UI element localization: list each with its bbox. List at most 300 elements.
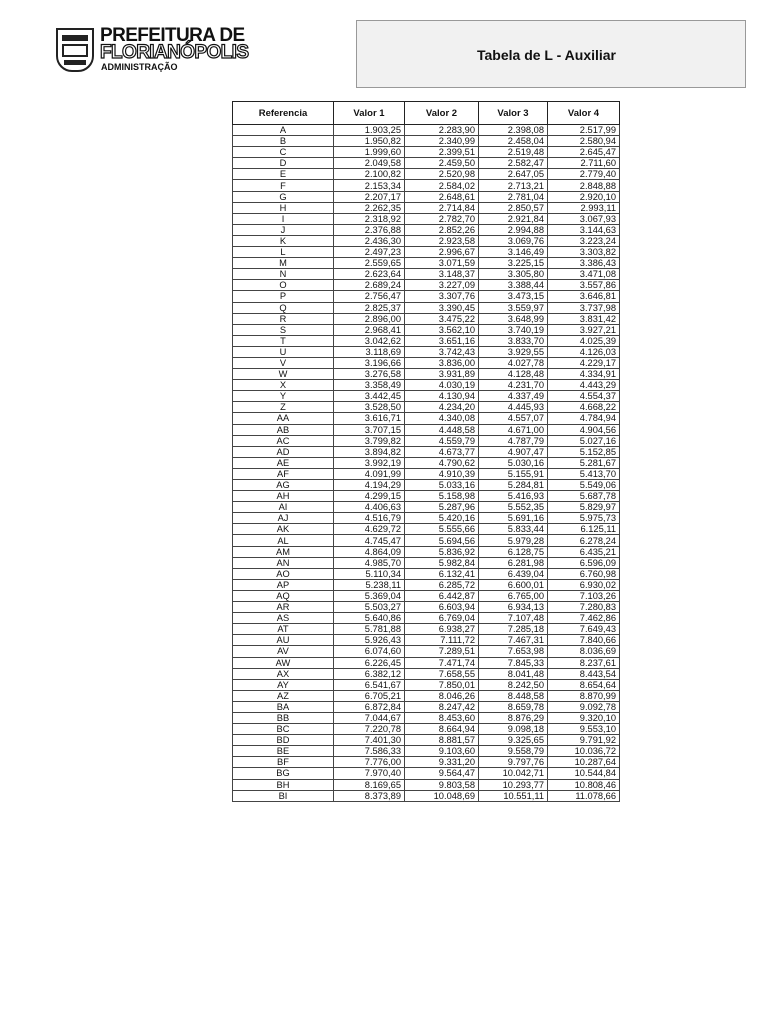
cell-valor-2: 2.459,50: [405, 158, 479, 169]
column-header-valor-2: Valor 2: [405, 102, 479, 125]
cell-valor-1: 4.745,47: [334, 535, 405, 546]
cell-valor-3: 8.448,58: [479, 690, 548, 701]
cell-valor-1: 7.401,30: [334, 735, 405, 746]
cell-referencia: BF: [233, 757, 334, 768]
cell-valor-1: 4.194,29: [334, 480, 405, 491]
cell-valor-2: 3.931,89: [405, 369, 479, 380]
cell-valor-4: 2.580,94: [548, 136, 620, 147]
cell-valor-1: 7.586,33: [334, 746, 405, 757]
cell-referencia: W: [233, 369, 334, 380]
cell-valor-1: 4.516,79: [334, 513, 405, 524]
table-row: [233, 635, 620, 646]
cell-referencia: AA: [233, 413, 334, 424]
cell-valor-3: 2.458,04: [479, 136, 548, 147]
cell-valor-2: 3.742,43: [405, 346, 479, 357]
table-row: [233, 202, 620, 213]
cell-referencia: N: [233, 269, 334, 280]
cell-valor-1: 2.896,00: [334, 313, 405, 324]
table-row: [233, 535, 620, 546]
cell-valor-3: 2.582,47: [479, 158, 548, 169]
cell-valor-1: 2.825,37: [334, 302, 405, 313]
cell-valor-3: 2.647,05: [479, 169, 548, 180]
cell-valor-3: 4.337,49: [479, 391, 548, 402]
table-row: [233, 402, 620, 413]
cell-valor-2: 6.769,04: [405, 613, 479, 624]
logo-line-3: ADMINISTRAÇÃO: [101, 62, 178, 72]
cell-valor-3: 9.325,65: [479, 735, 548, 746]
cell-valor-2: 9.103,60: [405, 746, 479, 757]
cell-referencia: AB: [233, 424, 334, 435]
cell-valor-1: 3.358,49: [334, 380, 405, 391]
cell-valor-2: 2.852,26: [405, 224, 479, 235]
cell-valor-1: 8.169,65: [334, 779, 405, 790]
cell-valor-1: 6.382,12: [334, 668, 405, 679]
logo-line-2: FLORIANÓPOLIS: [100, 42, 249, 63]
cell-valor-1: 1.903,25: [334, 125, 405, 136]
cell-valor-4: 2.711,60: [548, 158, 620, 169]
cell-valor-3: 7.285,18: [479, 624, 548, 635]
cell-valor-4: 4.126,03: [548, 346, 620, 357]
cell-valor-3: 5.552,35: [479, 502, 548, 513]
cell-valor-1: 4.406,63: [334, 502, 405, 513]
cell-valor-2: 5.420,16: [405, 513, 479, 524]
cell-referencia: V: [233, 357, 334, 368]
cell-valor-2: 3.071,59: [405, 258, 479, 269]
cell-valor-1: 7.220,78: [334, 724, 405, 735]
column-header-valor-1: Valor 1: [334, 102, 405, 125]
cell-valor-2: 4.030,19: [405, 380, 479, 391]
cell-referencia: Q: [233, 302, 334, 313]
cell-valor-2: 4.130,94: [405, 391, 479, 402]
cell-valor-4: 4.025,39: [548, 335, 620, 346]
cell-valor-4: 5.281,67: [548, 457, 620, 468]
cell-valor-4: 2.779,40: [548, 169, 620, 180]
cell-referencia: AJ: [233, 513, 334, 524]
table-row: [233, 735, 620, 746]
cell-valor-3: 5.691,16: [479, 513, 548, 524]
cell-valor-1: 3.276,58: [334, 369, 405, 380]
table-row: [233, 125, 620, 136]
cell-valor-3: 2.850,57: [479, 202, 548, 213]
cell-valor-4: 6.435,21: [548, 546, 620, 557]
cell-valor-2: 7.850,01: [405, 679, 479, 690]
cell-referencia: S: [233, 324, 334, 335]
cell-valor-1: 3.707,15: [334, 424, 405, 435]
cell-referencia: AC: [233, 435, 334, 446]
cell-valor-1: 2.153,34: [334, 180, 405, 191]
reference-table: [232, 101, 620, 802]
table-row: [233, 269, 620, 280]
cell-valor-1: 7.776,00: [334, 757, 405, 768]
cell-valor-1: 2.100,82: [334, 169, 405, 180]
cell-valor-4: 9.320,10: [548, 712, 620, 723]
cell-valor-1: 1.999,60: [334, 147, 405, 158]
cell-valor-3: 3.305,80: [479, 269, 548, 280]
table-row: [233, 602, 620, 613]
table-row: [233, 757, 620, 768]
cell-valor-4: 3.737,98: [548, 302, 620, 313]
table-row: [233, 391, 620, 402]
column-header-valor-4: Valor 4: [548, 102, 620, 125]
cell-valor-1: 8.373,89: [334, 790, 405, 801]
cell-valor-4: 3.831,42: [548, 313, 620, 324]
cell-valor-4: 5.687,78: [548, 491, 620, 502]
cell-referencia: F: [233, 180, 334, 191]
table-row: [233, 446, 620, 457]
cell-valor-4: 11.078,66: [548, 790, 620, 801]
table-row: [233, 468, 620, 479]
cell-referencia: L: [233, 247, 334, 258]
cell-valor-3: 9.098,18: [479, 724, 548, 735]
cell-valor-4: 8.036,69: [548, 646, 620, 657]
cell-valor-3: 4.671,00: [479, 424, 548, 435]
cell-valor-2: 5.158,98: [405, 491, 479, 502]
cell-valor-1: 3.799,82: [334, 435, 405, 446]
table-row: [233, 169, 620, 180]
cell-valor-3: 5.833,44: [479, 524, 548, 535]
table-row: [233, 213, 620, 224]
cell-valor-2: 2.340,99: [405, 136, 479, 147]
cell-referencia: T: [233, 335, 334, 346]
cell-valor-3: 6.600,01: [479, 579, 548, 590]
cell-valor-1: 5.926,43: [334, 635, 405, 646]
cell-valor-3: 10.551,11: [479, 790, 548, 801]
cell-valor-4: 2.993,11: [548, 202, 620, 213]
cell-referencia: BA: [233, 701, 334, 712]
table-row: [233, 235, 620, 246]
cell-valor-2: 7.471,74: [405, 657, 479, 668]
cell-valor-1: 5.640,86: [334, 613, 405, 624]
cell-valor-4: 7.280,83: [548, 602, 620, 613]
cell-valor-2: 9.564,47: [405, 768, 479, 779]
cell-valor-2: 6.132,41: [405, 568, 479, 579]
cell-valor-4: 3.067,93: [548, 213, 620, 224]
cell-valor-2: 2.996,67: [405, 247, 479, 258]
cell-valor-2: 3.148,37: [405, 269, 479, 280]
cell-valor-1: 5.369,04: [334, 590, 405, 601]
cell-valor-1: 3.442,45: [334, 391, 405, 402]
cell-valor-4: 7.462,86: [548, 613, 620, 624]
cell-valor-1: 2.207,17: [334, 191, 405, 202]
table-row: [233, 779, 620, 790]
title-box: [356, 20, 746, 88]
cell-valor-2: 8.046,26: [405, 690, 479, 701]
cell-referencia: AI: [233, 502, 334, 513]
table-row: [233, 335, 620, 346]
cell-valor-1: 4.864,09: [334, 546, 405, 557]
table-row: [233, 280, 620, 291]
cell-valor-4: 3.471,08: [548, 269, 620, 280]
cell-valor-3: 3.740,19: [479, 324, 548, 335]
cell-referencia: BI: [233, 790, 334, 801]
cell-valor-2: 3.390,45: [405, 302, 479, 313]
table-row: [233, 258, 620, 269]
cell-valor-1: 2.049,58: [334, 158, 405, 169]
cell-valor-1: 5.238,11: [334, 579, 405, 590]
cell-valor-4: 7.649,43: [548, 624, 620, 635]
cell-valor-2: 2.648,61: [405, 191, 479, 202]
cell-valor-2: 4.673,77: [405, 446, 479, 457]
cell-referencia: Y: [233, 391, 334, 402]
cell-valor-1: 6.074,60: [334, 646, 405, 657]
cell-valor-3: 6.439,04: [479, 568, 548, 579]
cell-referencia: A: [233, 125, 334, 136]
cell-valor-4: 6.278,24: [548, 535, 620, 546]
cell-valor-1: 6.872,84: [334, 701, 405, 712]
cell-valor-2: 6.442,87: [405, 590, 479, 601]
cell-referencia: AF: [233, 468, 334, 479]
prefeitura-logo: [56, 26, 256, 74]
cell-valor-4: 8.443,54: [548, 668, 620, 679]
cell-valor-1: 4.091,99: [334, 468, 405, 479]
cell-referencia: M: [233, 258, 334, 269]
table-row: [233, 480, 620, 491]
cell-referencia: AM: [233, 546, 334, 557]
cell-valor-2: 5.982,84: [405, 557, 479, 568]
table-row: [233, 247, 620, 258]
cell-referencia: BE: [233, 746, 334, 757]
cell-referencia: K: [233, 235, 334, 246]
cell-valor-3: 7.845,33: [479, 657, 548, 668]
cell-referencia: AV: [233, 646, 334, 657]
cell-valor-1: 3.894,82: [334, 446, 405, 457]
table-row: [233, 346, 620, 357]
cell-valor-3: 8.876,29: [479, 712, 548, 723]
cell-valor-3: 3.833,70: [479, 335, 548, 346]
cell-valor-2: 5.836,92: [405, 546, 479, 557]
table-row: [233, 513, 620, 524]
cell-valor-3: 3.069,76: [479, 235, 548, 246]
cell-valor-3: 3.929,55: [479, 346, 548, 357]
cell-valor-1: 6.705,21: [334, 690, 405, 701]
cell-valor-3: 5.155,91: [479, 468, 548, 479]
cell-valor-4: 5.975,73: [548, 513, 620, 524]
cell-valor-4: 10.808,46: [548, 779, 620, 790]
cell-referencia: O: [233, 280, 334, 291]
cell-valor-4: 3.386,43: [548, 258, 620, 269]
cell-valor-2: 2.399,51: [405, 147, 479, 158]
cell-valor-1: 3.196,66: [334, 357, 405, 368]
table-row: [233, 457, 620, 468]
column-header-referencia: Referencia: [233, 102, 334, 125]
cell-valor-1: 2.756,47: [334, 291, 405, 302]
cell-valor-2: 2.923,58: [405, 235, 479, 246]
cell-valor-3: 4.128,48: [479, 369, 548, 380]
cell-valor-2: 3.651,16: [405, 335, 479, 346]
table-row: [233, 557, 620, 568]
cell-referencia: AL: [233, 535, 334, 546]
cell-valor-3: 3.146,49: [479, 247, 548, 258]
cell-referencia: E: [233, 169, 334, 180]
table-row: [233, 369, 620, 380]
cell-valor-1: 2.318,92: [334, 213, 405, 224]
cell-referencia: AH: [233, 491, 334, 502]
cell-valor-1: 2.262,35: [334, 202, 405, 213]
cell-referencia: AX: [233, 668, 334, 679]
table-row: [233, 701, 620, 712]
cell-valor-1: 2.376,88: [334, 224, 405, 235]
cell-referencia: Z: [233, 402, 334, 413]
cell-referencia: AT: [233, 624, 334, 635]
cell-valor-2: 4.790,62: [405, 457, 479, 468]
cell-valor-4: 5.549,06: [548, 480, 620, 491]
cell-valor-1: 3.616,71: [334, 413, 405, 424]
cell-valor-3: 3.225,15: [479, 258, 548, 269]
cell-valor-3: 7.467,31: [479, 635, 548, 646]
cell-valor-4: 10.036,72: [548, 746, 620, 757]
cell-valor-4: 8.870,99: [548, 690, 620, 701]
table-row: [233, 502, 620, 513]
table-row: [233, 224, 620, 235]
cell-valor-4: 6.125,11: [548, 524, 620, 535]
logo-line-1: PREFEITURA DE: [100, 25, 245, 46]
cell-valor-3: 2.994,88: [479, 224, 548, 235]
cell-referencia: AQ: [233, 590, 334, 601]
cell-valor-1: 2.689,24: [334, 280, 405, 291]
cell-referencia: J: [233, 224, 334, 235]
table-row: [233, 668, 620, 679]
table-row: [233, 291, 620, 302]
table-row: [233, 136, 620, 147]
table-row: [233, 646, 620, 657]
cell-valor-3: 6.765,00: [479, 590, 548, 601]
cell-valor-1: 4.985,70: [334, 557, 405, 568]
table-row: [233, 313, 620, 324]
cell-valor-2: 3.307,76: [405, 291, 479, 302]
cell-valor-4: 4.668,22: [548, 402, 620, 413]
cell-valor-2: 9.803,58: [405, 779, 479, 790]
table-row: [233, 768, 620, 779]
cell-valor-1: 7.044,67: [334, 712, 405, 723]
table-row: [233, 324, 620, 335]
cell-valor-2: 5.694,56: [405, 535, 479, 546]
cell-valor-4: 3.223,24: [548, 235, 620, 246]
cell-valor-3: 5.979,28: [479, 535, 548, 546]
cell-valor-3: 2.519,48: [479, 147, 548, 158]
cell-valor-3: 3.559,97: [479, 302, 548, 313]
cell-valor-2: 6.938,27: [405, 624, 479, 635]
cell-valor-3: 4.557,07: [479, 413, 548, 424]
cell-valor-4: 5.027,16: [548, 435, 620, 446]
cell-valor-4: 5.152,85: [548, 446, 620, 457]
table-row: [233, 546, 620, 557]
cell-valor-4: 3.927,21: [548, 324, 620, 335]
cell-valor-3: 8.659,78: [479, 701, 548, 712]
cell-referencia: U: [233, 346, 334, 357]
cell-valor-3: 2.713,21: [479, 180, 548, 191]
table-row: [233, 624, 620, 635]
cell-referencia: AU: [233, 635, 334, 646]
cell-referencia: BC: [233, 724, 334, 735]
cell-valor-4: 6.596,09: [548, 557, 620, 568]
cell-valor-3: 4.231,70: [479, 380, 548, 391]
cell-valor-3: 9.558,79: [479, 746, 548, 757]
cell-valor-3: 7.653,98: [479, 646, 548, 657]
table-row: [233, 746, 620, 757]
table-row: [233, 724, 620, 735]
cell-valor-4: 9.092,78: [548, 701, 620, 712]
cell-referencia: AZ: [233, 690, 334, 701]
table-row: [233, 524, 620, 535]
cell-valor-1: 5.781,88: [334, 624, 405, 635]
table-row: [233, 424, 620, 435]
cell-valor-3: 4.907,47: [479, 446, 548, 457]
cell-valor-1: 4.629,72: [334, 524, 405, 535]
cell-valor-4: 4.229,17: [548, 357, 620, 368]
cell-valor-4: 7.840,66: [548, 635, 620, 646]
cell-valor-2: 8.664,94: [405, 724, 479, 735]
table-header-row: [233, 102, 620, 125]
cell-referencia: R: [233, 313, 334, 324]
cell-valor-2: 4.910,39: [405, 468, 479, 479]
table-row: [233, 579, 620, 590]
cell-valor-1: 6.226,45: [334, 657, 405, 668]
cell-valor-1: 4.299,15: [334, 491, 405, 502]
cell-valor-2: 4.559,79: [405, 435, 479, 446]
cell-valor-3: 3.388,44: [479, 280, 548, 291]
cell-referencia: AW: [233, 657, 334, 668]
cell-valor-4: 3.144,63: [548, 224, 620, 235]
cell-referencia: BD: [233, 735, 334, 746]
cell-valor-2: 2.782,70: [405, 213, 479, 224]
cell-valor-1: 3.118,69: [334, 346, 405, 357]
cell-valor-2: 7.111,72: [405, 635, 479, 646]
cell-valor-3: 4.027,78: [479, 357, 548, 368]
cell-referencia: AS: [233, 613, 334, 624]
cell-valor-4: 8.654,64: [548, 679, 620, 690]
cell-valor-3: 4.445,93: [479, 402, 548, 413]
cell-referencia: BG: [233, 768, 334, 779]
cell-referencia: BH: [233, 779, 334, 790]
table-row: [233, 613, 620, 624]
cell-valor-4: 3.557,86: [548, 280, 620, 291]
table-row: [233, 590, 620, 601]
cell-referencia: B: [233, 136, 334, 147]
cell-valor-3: 2.398,08: [479, 125, 548, 136]
cell-referencia: I: [233, 213, 334, 224]
cell-valor-1: 2.968,41: [334, 324, 405, 335]
table-row: [233, 679, 620, 690]
cell-valor-3: 3.473,15: [479, 291, 548, 302]
table-row: [233, 790, 620, 801]
table-row: [233, 712, 620, 723]
cell-valor-4: 4.443,29: [548, 380, 620, 391]
cell-valor-2: 4.234,20: [405, 402, 479, 413]
cell-valor-4: 9.553,10: [548, 724, 620, 735]
cell-valor-1: 2.623,64: [334, 269, 405, 280]
cell-valor-4: 2.645,47: [548, 147, 620, 158]
cell-valor-4: 3.303,82: [548, 247, 620, 258]
cell-referencia: AO: [233, 568, 334, 579]
cell-valor-4: 4.784,94: [548, 413, 620, 424]
coat-of-arms-icon: [56, 28, 94, 72]
cell-valor-1: 5.110,34: [334, 568, 405, 579]
cell-referencia: AY: [233, 679, 334, 690]
cell-valor-3: 3.648,99: [479, 313, 548, 324]
cell-valor-2: 8.881,57: [405, 735, 479, 746]
table-row: [233, 657, 620, 668]
cell-valor-4: 8.237,61: [548, 657, 620, 668]
cell-valor-3: 2.781,04: [479, 191, 548, 202]
table-row: [233, 380, 620, 391]
cell-valor-4: 2.920,10: [548, 191, 620, 202]
cell-valor-1: 3.042,62: [334, 335, 405, 346]
cell-referencia: AE: [233, 457, 334, 468]
cell-referencia: H: [233, 202, 334, 213]
cell-valor-3: 5.284,81: [479, 480, 548, 491]
cell-valor-4: 5.413,70: [548, 468, 620, 479]
cell-valor-1: 3.528,50: [334, 402, 405, 413]
